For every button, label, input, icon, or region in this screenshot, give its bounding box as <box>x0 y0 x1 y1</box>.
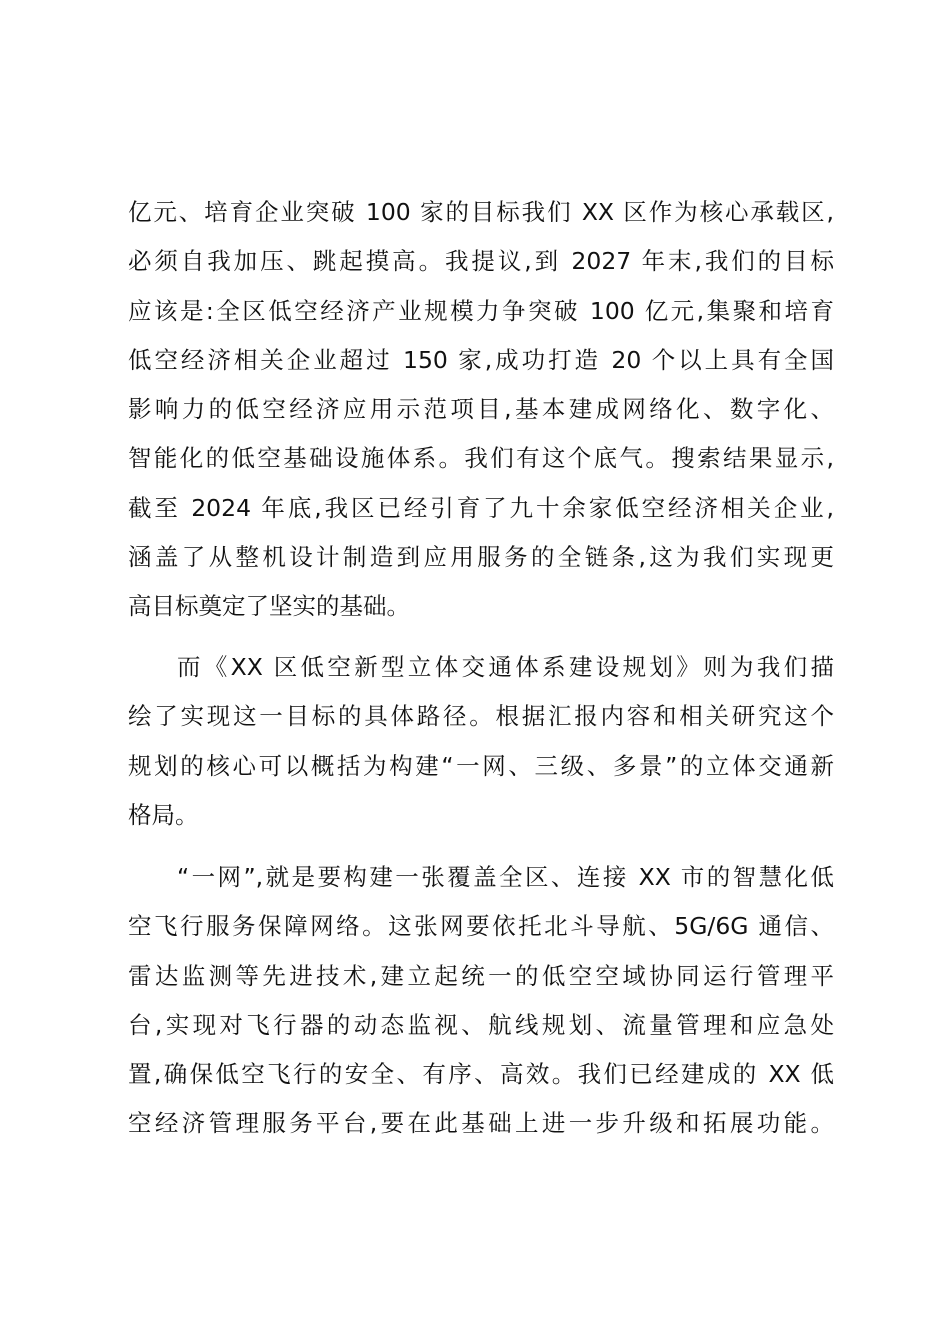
text-line: 必须自我加压、跳起摸高。我提议,到 2027 年末,我们的目标 <box>128 247 834 276</box>
text-line: 亿元、培育企业突破 100 家的目标我们 XX 区作为核心承载区, <box>128 198 834 226</box>
text-line: 雷达监测等先进技术,建立起统一的低空空域协同运行管理平 <box>128 961 834 990</box>
paragraph-2 <box>128 643 834 840</box>
paragraph-3 <box>128 853 834 1149</box>
text-line: 低空经济相关企业超过 150 家,成功打造 20 个以上具有全国 <box>128 345 834 374</box>
text-line: 截至 2024 年底,我区已经引育了九十余家低空经济相关企业, <box>128 493 834 522</box>
text-line: 影响力的低空经济应用示范项目,基本建成网络化、数字化、 <box>128 395 834 424</box>
text-line: 规划的核心可以概括为构建“一网、三级、多景”的立体交通新 <box>128 751 834 780</box>
text-line: 绘了实现这一目标的具体路径。根据汇报内容和相关研究这个 <box>128 702 834 731</box>
text-line: 格局。 <box>128 800 199 829</box>
text-line: 置,确保低空飞行的安全、有序、高效。我们已经建成的 XX 低 <box>128 1060 834 1089</box>
text-line: “一网”,就是要构建一张覆盖全区、连接 XX 市的智慧化低 <box>177 863 834 891</box>
text-line: 空经济管理服务平台,要在此基础上进一步升级和拓展功能。 <box>128 1109 834 1138</box>
text-line: 应该是:全区低空经济产业规模力争突破 100 亿元,集聚和培育 <box>128 296 834 325</box>
text-line: 涵盖了从整机设计制造到应用服务的全链条,这为我们实现更 <box>128 543 834 572</box>
text-line: 高目标奠定了坚实的基础。 <box>128 592 410 621</box>
text-line: 台,实现对飞行器的动态监视、航线规划、流量管理和应急处 <box>128 1010 834 1039</box>
text-line: 空飞行服务保障网络。这张网要依托北斗导航、5G/6G 通信、 <box>128 912 834 941</box>
text-line: 而《XX 区低空新型立体交通体系建设规划》则为我们描 <box>177 653 834 681</box>
text-line: 智能化的低空基础设施体系。我们有这个底气。搜索结果显示, <box>128 444 834 473</box>
paragraph-1 <box>128 188 834 632</box>
